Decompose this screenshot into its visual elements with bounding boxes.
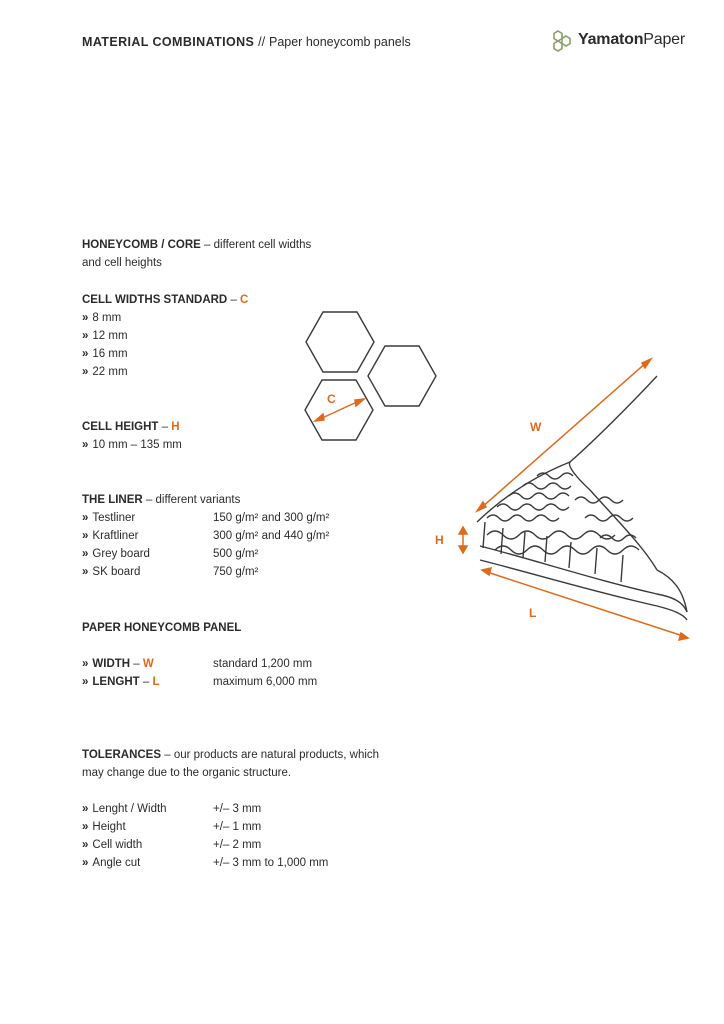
label-l: L — [529, 606, 537, 620]
bullet-marker: » — [82, 439, 89, 451]
tolerances-desc-1: our products are natural products, which — [173, 749, 380, 761]
honeycomb-cells — [487, 531, 615, 539]
logo-text-light: Paper — [643, 31, 685, 48]
text-value: 22 mm — [92, 366, 128, 378]
table-row — [82, 563, 382, 581]
dash: – — [161, 421, 169, 433]
bullet-marker: » — [82, 857, 89, 869]
list-item — [82, 309, 248, 327]
honeycomb-cells — [487, 515, 559, 521]
liner-desc: different variants — [155, 494, 241, 506]
yamaton-paper-logo — [551, 28, 685, 52]
bullet-marker: » — [82, 803, 89, 815]
text-value: maximum 6,000 mm — [213, 676, 318, 688]
honeycomb-cells — [495, 546, 639, 554]
logo-text-bold: Yamaton — [578, 31, 644, 48]
cell-height-title: CELL HEIGHT — [82, 421, 159, 433]
dash: – — [145, 494, 153, 506]
text-value: – — [142, 676, 150, 688]
text-value: WIDTH — [92, 658, 131, 670]
table-row — [82, 673, 382, 691]
logo-text — [578, 31, 685, 49]
panel-section — [82, 619, 382, 691]
cell-widths-title: CELL WIDTHS STANDARD — [82, 294, 228, 306]
dash: – — [204, 239, 211, 251]
honeycomb-cells — [585, 515, 633, 521]
cell-widths-symbol: C — [240, 294, 249, 306]
liner-title: THE LINER — [82, 494, 143, 506]
bullet-marker: » — [82, 530, 89, 542]
honeycomb-desc-2: and cell heights — [82, 257, 162, 269]
text-value: +/– 2 mm — [213, 839, 262, 851]
bullet-marker: » — [82, 566, 89, 578]
panel-bottom-edge — [480, 546, 687, 612]
label-h: H — [435, 533, 444, 547]
dash: – — [230, 294, 237, 306]
honeycomb-cells — [509, 493, 569, 499]
text-value: Testliner — [92, 512, 136, 524]
list-item — [82, 327, 248, 345]
text-value: 12 mm — [92, 330, 128, 342]
bullet-marker: » — [82, 348, 89, 360]
label-w: W — [530, 420, 542, 434]
table-row — [82, 854, 412, 872]
panel-top-edge — [569, 376, 657, 570]
bullet-marker: » — [82, 658, 89, 670]
table-row — [82, 818, 412, 836]
honeycomb-panel-illustration — [425, 350, 720, 650]
text-value: 10 mm – 135 mm — [92, 439, 182, 451]
section-title: MATERIAL COMBINATIONS — [82, 35, 255, 49]
liner-section — [82, 491, 382, 581]
panel-title: PAPER HONEYCOMB PANEL — [82, 622, 242, 634]
list-item — [82, 436, 182, 454]
table-row — [82, 655, 382, 673]
text-value: 500 g/m² — [213, 548, 259, 560]
table-row — [82, 509, 382, 527]
tolerances-section — [82, 746, 412, 872]
bullet-marker: » — [82, 676, 89, 688]
table-row — [82, 836, 412, 854]
dash: – — [164, 749, 171, 761]
text-value: 150 g/m² and 300 g/m² — [213, 512, 330, 524]
text-value: +/– 3 mm — [213, 803, 262, 815]
text-value: LENGHT — [92, 676, 140, 688]
text-value: Angle cut — [92, 857, 141, 869]
header-title — [82, 33, 411, 51]
honeycomb-cells — [537, 473, 573, 479]
text-value: L — [152, 676, 160, 688]
bullet-marker: » — [82, 821, 89, 833]
text-value: Grey board — [92, 548, 150, 560]
honeycomb-cells — [575, 497, 623, 503]
bullet-marker: » — [82, 512, 89, 524]
text-value: 16 mm — [92, 348, 128, 360]
bullet-marker: » — [82, 330, 89, 342]
text-value: Cell width — [92, 839, 143, 851]
text-value: W — [142, 658, 154, 670]
honeycomb-section — [82, 236, 311, 272]
list-item — [82, 345, 248, 363]
honeycomb-logo-icon — [551, 28, 575, 52]
honeycomb-cells — [523, 483, 571, 489]
honeycomb-cells — [497, 504, 569, 510]
bullet-marker: » — [82, 839, 89, 851]
table-row — [82, 527, 382, 545]
bullet-marker: » — [82, 366, 89, 378]
length-arrow — [487, 572, 683, 636]
tolerances-desc-2: may change due to the organic structure. — [82, 767, 292, 779]
text-value: Height — [92, 821, 126, 833]
list-item — [82, 363, 248, 381]
text-value: 300 g/m² and 440 g/m² — [213, 530, 330, 542]
text-value: – — [133, 658, 140, 670]
text-value: 750 g/m² — [213, 566, 259, 578]
width-arrow — [481, 362, 647, 508]
honeycomb-desc-1: different cell widths — [213, 239, 312, 251]
text-value: +/– 1 mm — [213, 821, 262, 833]
text-value: Kraftliner — [92, 530, 139, 542]
table-row — [82, 800, 412, 818]
text-value: SK board — [92, 566, 141, 578]
header-separator: // — [258, 35, 266, 49]
hexagon-cell — [306, 312, 374, 372]
text-value: 8 mm — [92, 312, 122, 324]
label-c: C — [327, 392, 336, 406]
header-subtitle: Paper honeycomb panels — [268, 35, 411, 49]
cell-height-symbol: H — [171, 421, 180, 433]
cell-widths-section — [82, 291, 248, 381]
table-row — [82, 545, 382, 563]
cell-height-section — [82, 418, 182, 454]
tolerances-title: TOLERANCES — [82, 749, 162, 761]
text-value: Lenght / Width — [92, 803, 167, 815]
bullet-marker: » — [82, 312, 89, 324]
honeycomb-title: HONEYCOMB / CORE — [82, 239, 201, 251]
text-value: standard 1,200 mm — [213, 658, 313, 670]
text-value: +/– 3 mm to 1,000 mm — [213, 857, 329, 869]
bullet-marker: » — [82, 548, 89, 560]
hexagon-cells-illustration — [300, 308, 440, 444]
